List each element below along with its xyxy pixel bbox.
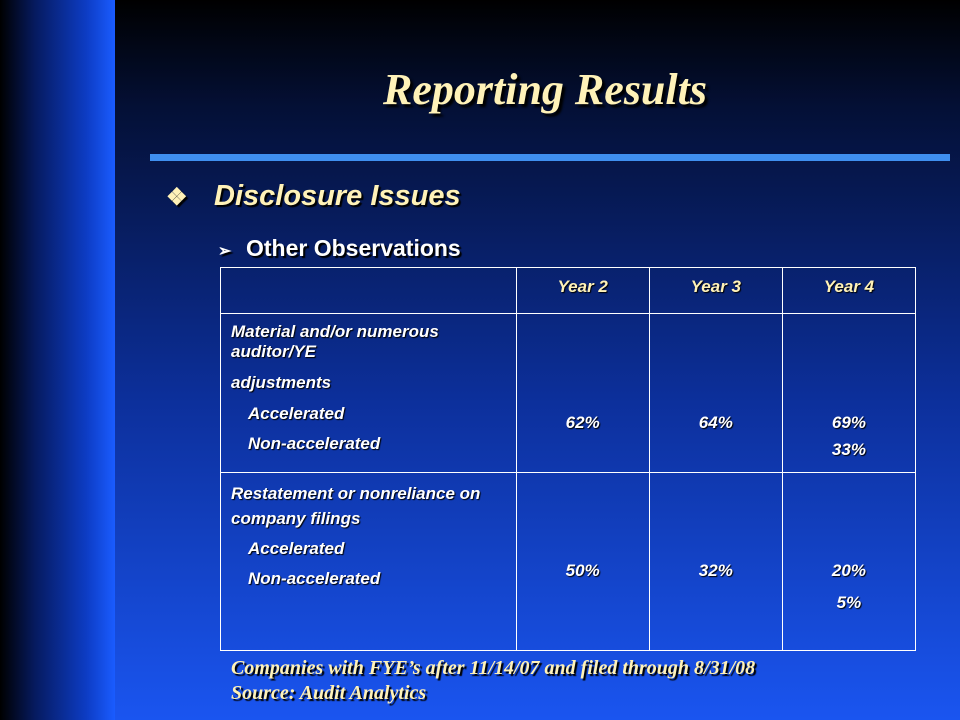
section-heading (166, 180, 461, 213)
slide-title: Reporting Results (383, 65, 707, 114)
row-label-line: adjustments (231, 373, 332, 392)
subsection-heading-text: Other Observations (246, 235, 461, 261)
table-header-row (221, 268, 916, 314)
left-gradient-band (0, 0, 115, 720)
row-label-line: Restatement or nonreliance on company filings (231, 484, 481, 528)
row-sub-label: Accelerated (248, 404, 345, 423)
row-label-cell (221, 314, 517, 473)
header-year2-text: Year 2 (557, 277, 608, 296)
row-label-cell (221, 473, 517, 651)
value-cell-year4 (782, 473, 915, 651)
observations-table (220, 267, 916, 651)
arrow-bullet-icon: ➢ (218, 243, 232, 260)
row-label-line: Material and/or numerous auditor/YE (231, 322, 439, 361)
header-year3-text: Year 3 (690, 277, 741, 296)
title-divider (150, 154, 950, 161)
value-text: 50% (565, 561, 600, 580)
table-row (221, 473, 916, 651)
header-year4-text: Year 4 (823, 277, 875, 296)
value-text: 20% (831, 561, 866, 580)
value-text: 5% (836, 593, 862, 612)
table-row (221, 314, 916, 473)
value-cell-year2 (516, 473, 649, 651)
value-text: 62% (565, 413, 600, 432)
row-sub-label: Non-accelerated (248, 434, 381, 453)
value-text: 69% (831, 413, 866, 432)
value-cell-year4 (782, 314, 915, 473)
subsection-heading (218, 235, 461, 262)
header-cell-year3 (649, 268, 782, 314)
row-sub-label: Accelerated (248, 539, 345, 558)
diamond-bullet-icon: ❖ (166, 184, 188, 211)
value-text: 32% (698, 561, 733, 580)
row-sub-label: Non-accelerated (248, 569, 381, 588)
header-cell-year2 (516, 268, 649, 314)
header-cell-empty (221, 268, 517, 314)
header-cell-year4 (782, 268, 915, 314)
value-cell-year3 (649, 473, 782, 651)
value-text: 33% (831, 440, 866, 459)
source-note (231, 656, 755, 706)
value-cell-year2 (516, 314, 649, 473)
value-text: 64% (698, 413, 733, 432)
value-cell-year3 (649, 314, 782, 473)
source-line-2: Source: Audit Analytics (231, 682, 427, 704)
source-line-1: Companies with FYE’s after 11/14/07 and filed through 8/31/08 (231, 657, 756, 679)
section-heading-text: Disclosure Issues (214, 180, 461, 212)
